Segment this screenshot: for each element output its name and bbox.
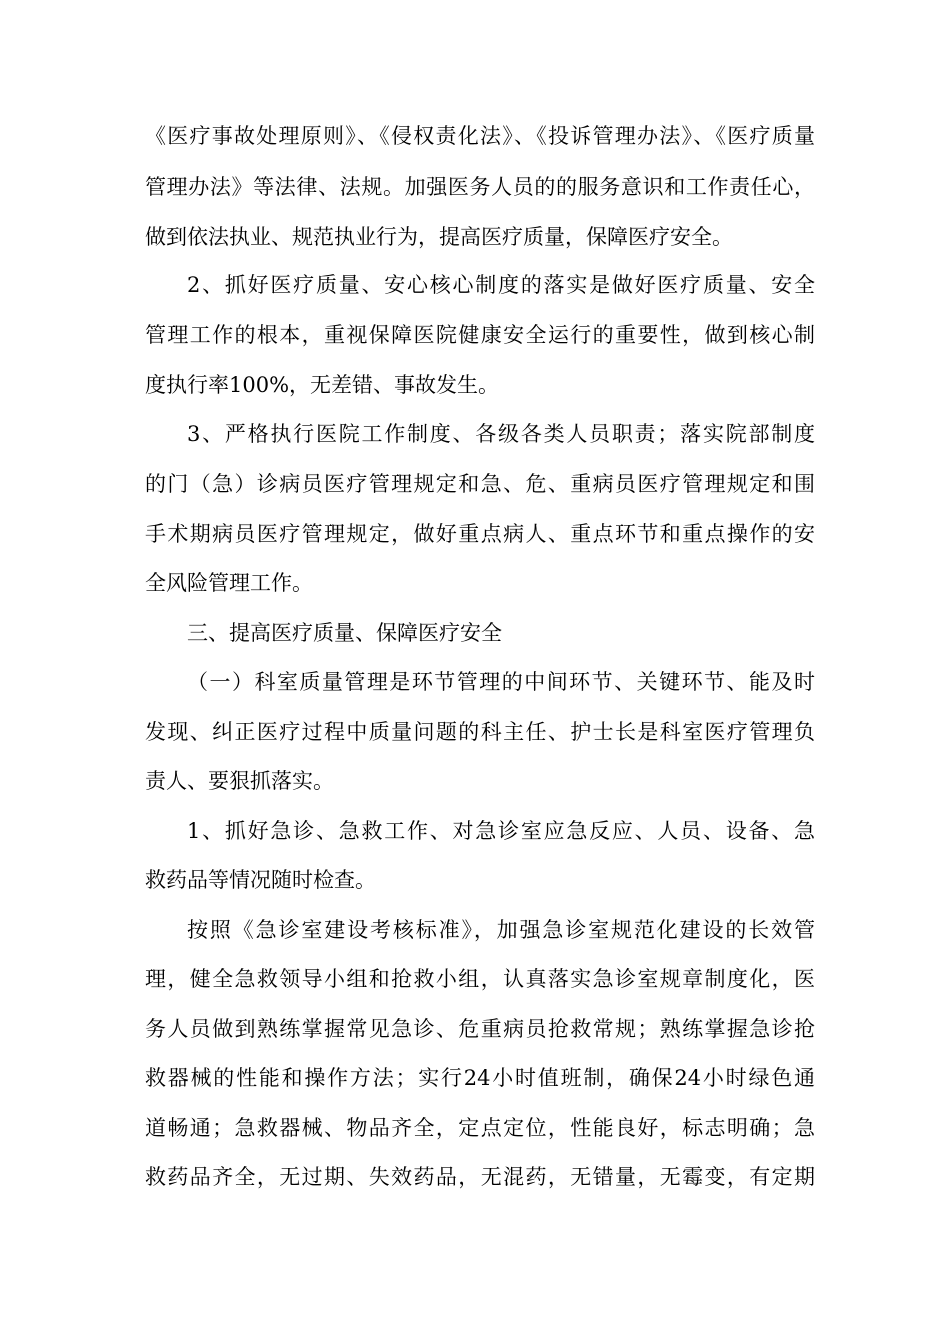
text-line: 2、抓好医疗质量、安心核心制度的落实是做好医疗质量、安全 bbox=[187, 273, 815, 297]
text-line: 度执行率100%，无差错、事故发生。 bbox=[145, 373, 500, 397]
text-line: 手术期病员医疗管理规定，做好重点病人、重点环节和重点操作的安 bbox=[145, 522, 815, 546]
text-line: 做到依法执业、规范执业行为，提高医疗质量，保障医疗安全。 bbox=[145, 225, 733, 249]
text-line: 救器械的性能和操作方法；实行24小时值班制，确保24小时绿色通 bbox=[145, 1066, 815, 1090]
text-line: 发现、纠正医疗过程中质量问题的科主任、护士长是科室医疗管理负 bbox=[145, 720, 815, 744]
text-line: 《医疗事故处理原则》、《侵权责化法》、《投诉管理办法》、《医疗质量 bbox=[145, 124, 815, 148]
text-line: 3、严格执行医院工作制度、各级各类人员职责；落实院部制度 bbox=[187, 422, 815, 446]
text-line: 责人、要狠抓落实。 bbox=[145, 769, 334, 793]
text-line: 管理办法》等法律、法规。加强医务人员的的服务意识和工作责任心， bbox=[145, 175, 815, 199]
text-line: 1、抓好急诊、急救工作、对急诊室应急反应、人员、设备、急 bbox=[187, 819, 815, 843]
text-line: 管理工作的根本，重视保障医院健康安全运行的重要性，做到核心制 bbox=[145, 323, 815, 347]
text-line: 道畅通；急救器械、物品齐全，定点定位，性能良好，标志明确；急 bbox=[145, 1116, 815, 1140]
text-line: 救药品齐全，无过期、失效药品，无混药，无错量，无霉变，有定期 bbox=[145, 1165, 815, 1189]
text-line: 理，健全急救领导小组和抢救小组，认真落实急诊室规章制度化，医 bbox=[145, 967, 815, 991]
section-heading: 三、提高医疗质量、保障医疗安全 bbox=[187, 621, 502, 645]
text-line: 按照《急诊室建设考核标准》，加强急诊室规范化建设的长效管 bbox=[187, 918, 815, 942]
text-line: 救药品等情况随时检查。 bbox=[145, 868, 376, 892]
text-line: 务人员做到熟练掌握常见急诊、危重病员抢救常规；熟练掌握急诊抢 bbox=[145, 1017, 815, 1041]
text-line: （一）科室质量管理是环节管理的中间环节、关键环节、能及时 bbox=[187, 670, 815, 694]
text-line: 全风险管理工作。 bbox=[145, 571, 313, 595]
text-line: 的门（急）诊病员医疗管理规定和急、危、重病员医疗管理规定和围 bbox=[145, 472, 815, 496]
